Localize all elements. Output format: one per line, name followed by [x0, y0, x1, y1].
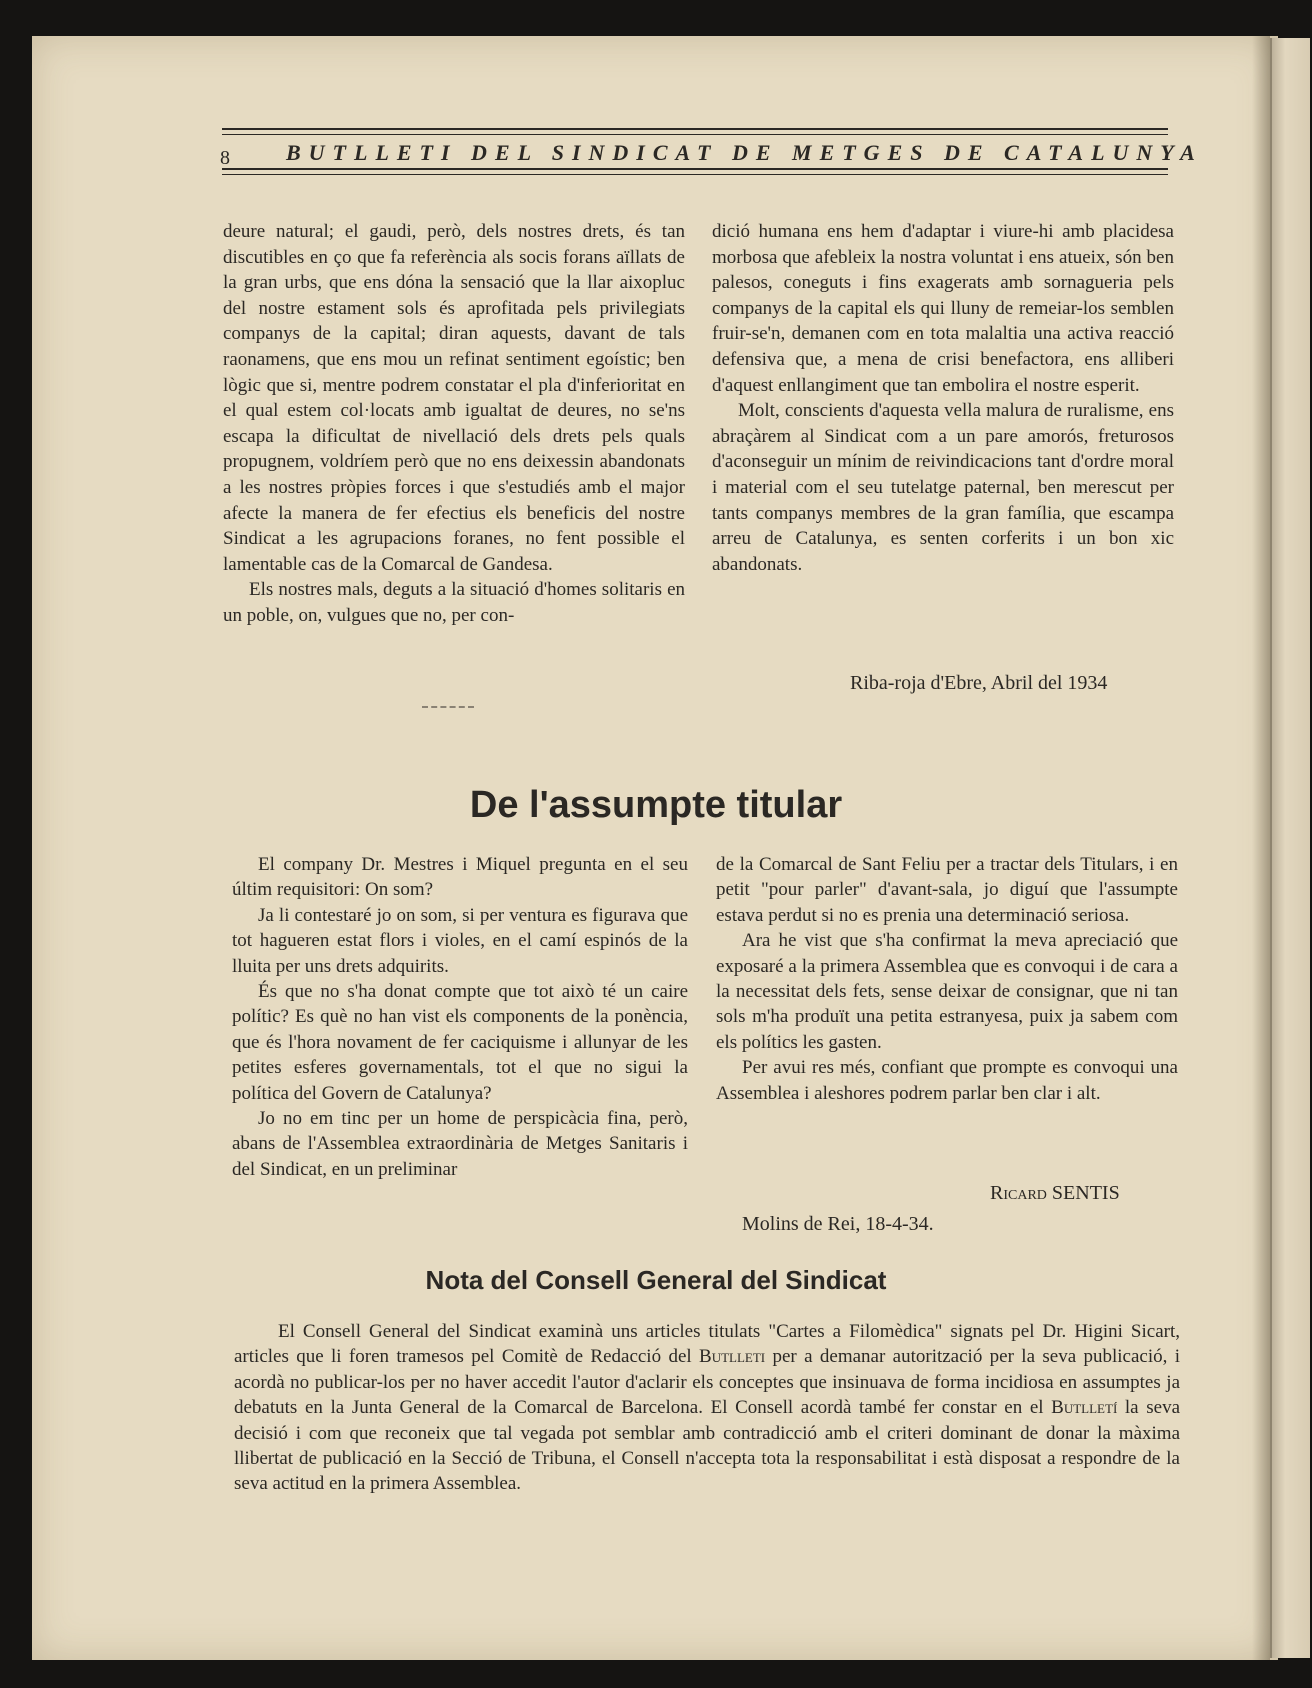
article1-dateline: Riba-roja d'Ebre, Abril del 1934	[850, 672, 1108, 694]
header-rule-top-thin	[222, 134, 1168, 135]
article1-paragraph: dició humana ens hem d'adaptar i viure-hi amb placidesa morbosa que afebleix la nostra voluntat i ens atueix, són ben palesos, coneguts i fins exagerats amb sornagueria pels companys de la capital els qui lluny de remeiar-los semblen fruir-se'n, demanen com en tota malaltia una activa reacció defensiva que, a mena de crisi benefactora, ens alliberi d'aquest enllangiment que tan embolira el nostre esperit.	[712, 221, 1174, 396]
article2-paragraph: Ja li contestaré jo on som, si per ventura es figurava que tot hagueren estat flors i violes, en el camí espinós de la lluita per uns drets adquirits.	[232, 904, 688, 977]
header-rule-top	[222, 128, 1168, 130]
article2-paragraph: Jo no em tinc per un home de perspicàcia fina, però, abans de l'Assemblea extraordinària de Metges Sanitaris i del Sindicat, en un preliminar	[232, 1108, 688, 1180]
article2-paragraph: És que no s'ha donat compte que tot això té un caire polític? Es què no han vist els components de la ponència, que és l'hora novament de fer caciquisme i allunyar de les petites esferes governamentals, tot el que no sigui la política del Govern de Catalunya?	[232, 981, 688, 1104]
article3-text: El Consell General del Sindicat examinà uns articles titulats "Cartes a Filomèdica" signats pel Dr. Higini Sicart, articles que li foren tramesos pel Comitè de Redacció del	[234, 1321, 1180, 1368]
article2-column-left	[232, 852, 688, 1182]
running-title: BUTLLETI DEL SINDICAT DE METGES DE CATALUNYA	[286, 140, 1203, 165]
header-rule-bottom	[222, 168, 1168, 170]
article2-paragraph: de la Comarcal de Sant Feliu per a tractar dels Titulars, i en petit "pour parler" d'avant-sala, jo diguí que l'assumpte estava perdut si no es prenia una determinació seriosa.	[716, 854, 1178, 926]
article1-paragraph: Els nostres mals, deguts a la situació d'homes solitaris en un poble, on, vulgues que no, per con-	[223, 579, 685, 626]
page-fold-shadow	[1252, 36, 1270, 1660]
header-rule-bottom-thin	[222, 174, 1168, 175]
article1-paragraph: deure natural; el gaudi, però, dels nostres drets, és tan discutibles en ço que fa referència als socis forans aïllats de la gran urbs, que ens dóna la sensació que la llar aixopluc del nostre estament sols és aprofitada pels privilegiats companys de la capital; diran aquests, davant de tals raonamens, que ens mou un refinat sentiment egoístic; ben lògic que si, mentre podrem constatar el pla d'inferioritat en el qual estem col·locats amb igualtat de deures, no se'ns escapa la dificultat de nivellació dels drets pels quals propugnem, voldríem però que no ens deixessin abandonats a les nostres pròpies forces i que s'estudiés amb el major afecte la manera de fer efectius els beneficis del nostre Sindicat a les agrupacions foranes, no fent possible el lamentable cas de la Comarcal de Gandesa.	[223, 221, 685, 575]
butlleti-name: Butlleti	[699, 1346, 766, 1368]
signature-last-name: SENTIS	[1051, 1182, 1120, 1204]
article3-text: per a demanar autorització per la seva publicació, i acordà no publicar-los per no haver accedit l'autor d'aclarir els conceptes que insinuava de forma incidiosa en assumptes ja debatuts en la Junta General de la Comarcal de Barcelona. El Consell acordà també fer constar en el	[234, 1346, 1180, 1419]
section-divider-ornament	[422, 706, 474, 710]
article2-signature	[990, 1182, 1120, 1205]
article3-body	[234, 1319, 1180, 1497]
article2-title: De l'assumpte titular	[469, 784, 843, 826]
article2-paragraph: El company Dr. Mestres i Miquel pregunta en el seu últim requisitori: On som?	[232, 854, 688, 901]
article2-place-date: Molins de Rei, 18-4-34.	[742, 1213, 934, 1235]
article1-column-left	[223, 219, 685, 629]
next-page-edge	[1270, 38, 1310, 1658]
signature-first-name: Ricard	[990, 1182, 1047, 1204]
article2-paragraph: Per avui res més, confiant que prompte es convoqui una Assemblea i aleshores podrem parlar ben clar i alt.	[716, 1057, 1178, 1104]
article2-paragraph: Ara he vist que s'ha confirmat la meva apreciació que exposaré a la primera Assemblea que es convoqui i de cara a la necessitat dels fets, sense deixar de consignar, que ni tan sols m'ha produït una petita estranyesa, puix ja sabem com els polítics les gasten.	[716, 930, 1178, 1053]
page-number: 8	[220, 147, 230, 169]
butlleti-name: Butlletí	[1051, 1397, 1118, 1419]
article1-paragraph: Molt, conscients d'aquesta vella malura de ruralisme, ens abraçàrem al Sindicat com a un pare amorós, freturosos d'aconseguir un mínim de reivindicacions tant d'ordre moral i material com el seu tutelatge paternal, ben merescut per tants companys membres de la gran família, que escampa arreu de Catalunya, es senten corferits i un bon xic abandonats.	[712, 400, 1174, 575]
article3-text: la seva decisió i com que reconeix que tal vegada pot semblar amb contradicció amb el criteri dominant de donar la màxima llibertat de publicació en la Secció de Tribuna, el Consell n'accepta tota la responsabilitat i està disposat a respondre de la seva actitud en la primera Assemblea.	[234, 1397, 1180, 1495]
article3-paragraph	[234, 1319, 1180, 1497]
article3-title: Nota del Consell General del Sindicat	[425, 1265, 887, 1295]
article1-column-right	[712, 219, 1174, 577]
article2-column-right	[716, 852, 1178, 1106]
